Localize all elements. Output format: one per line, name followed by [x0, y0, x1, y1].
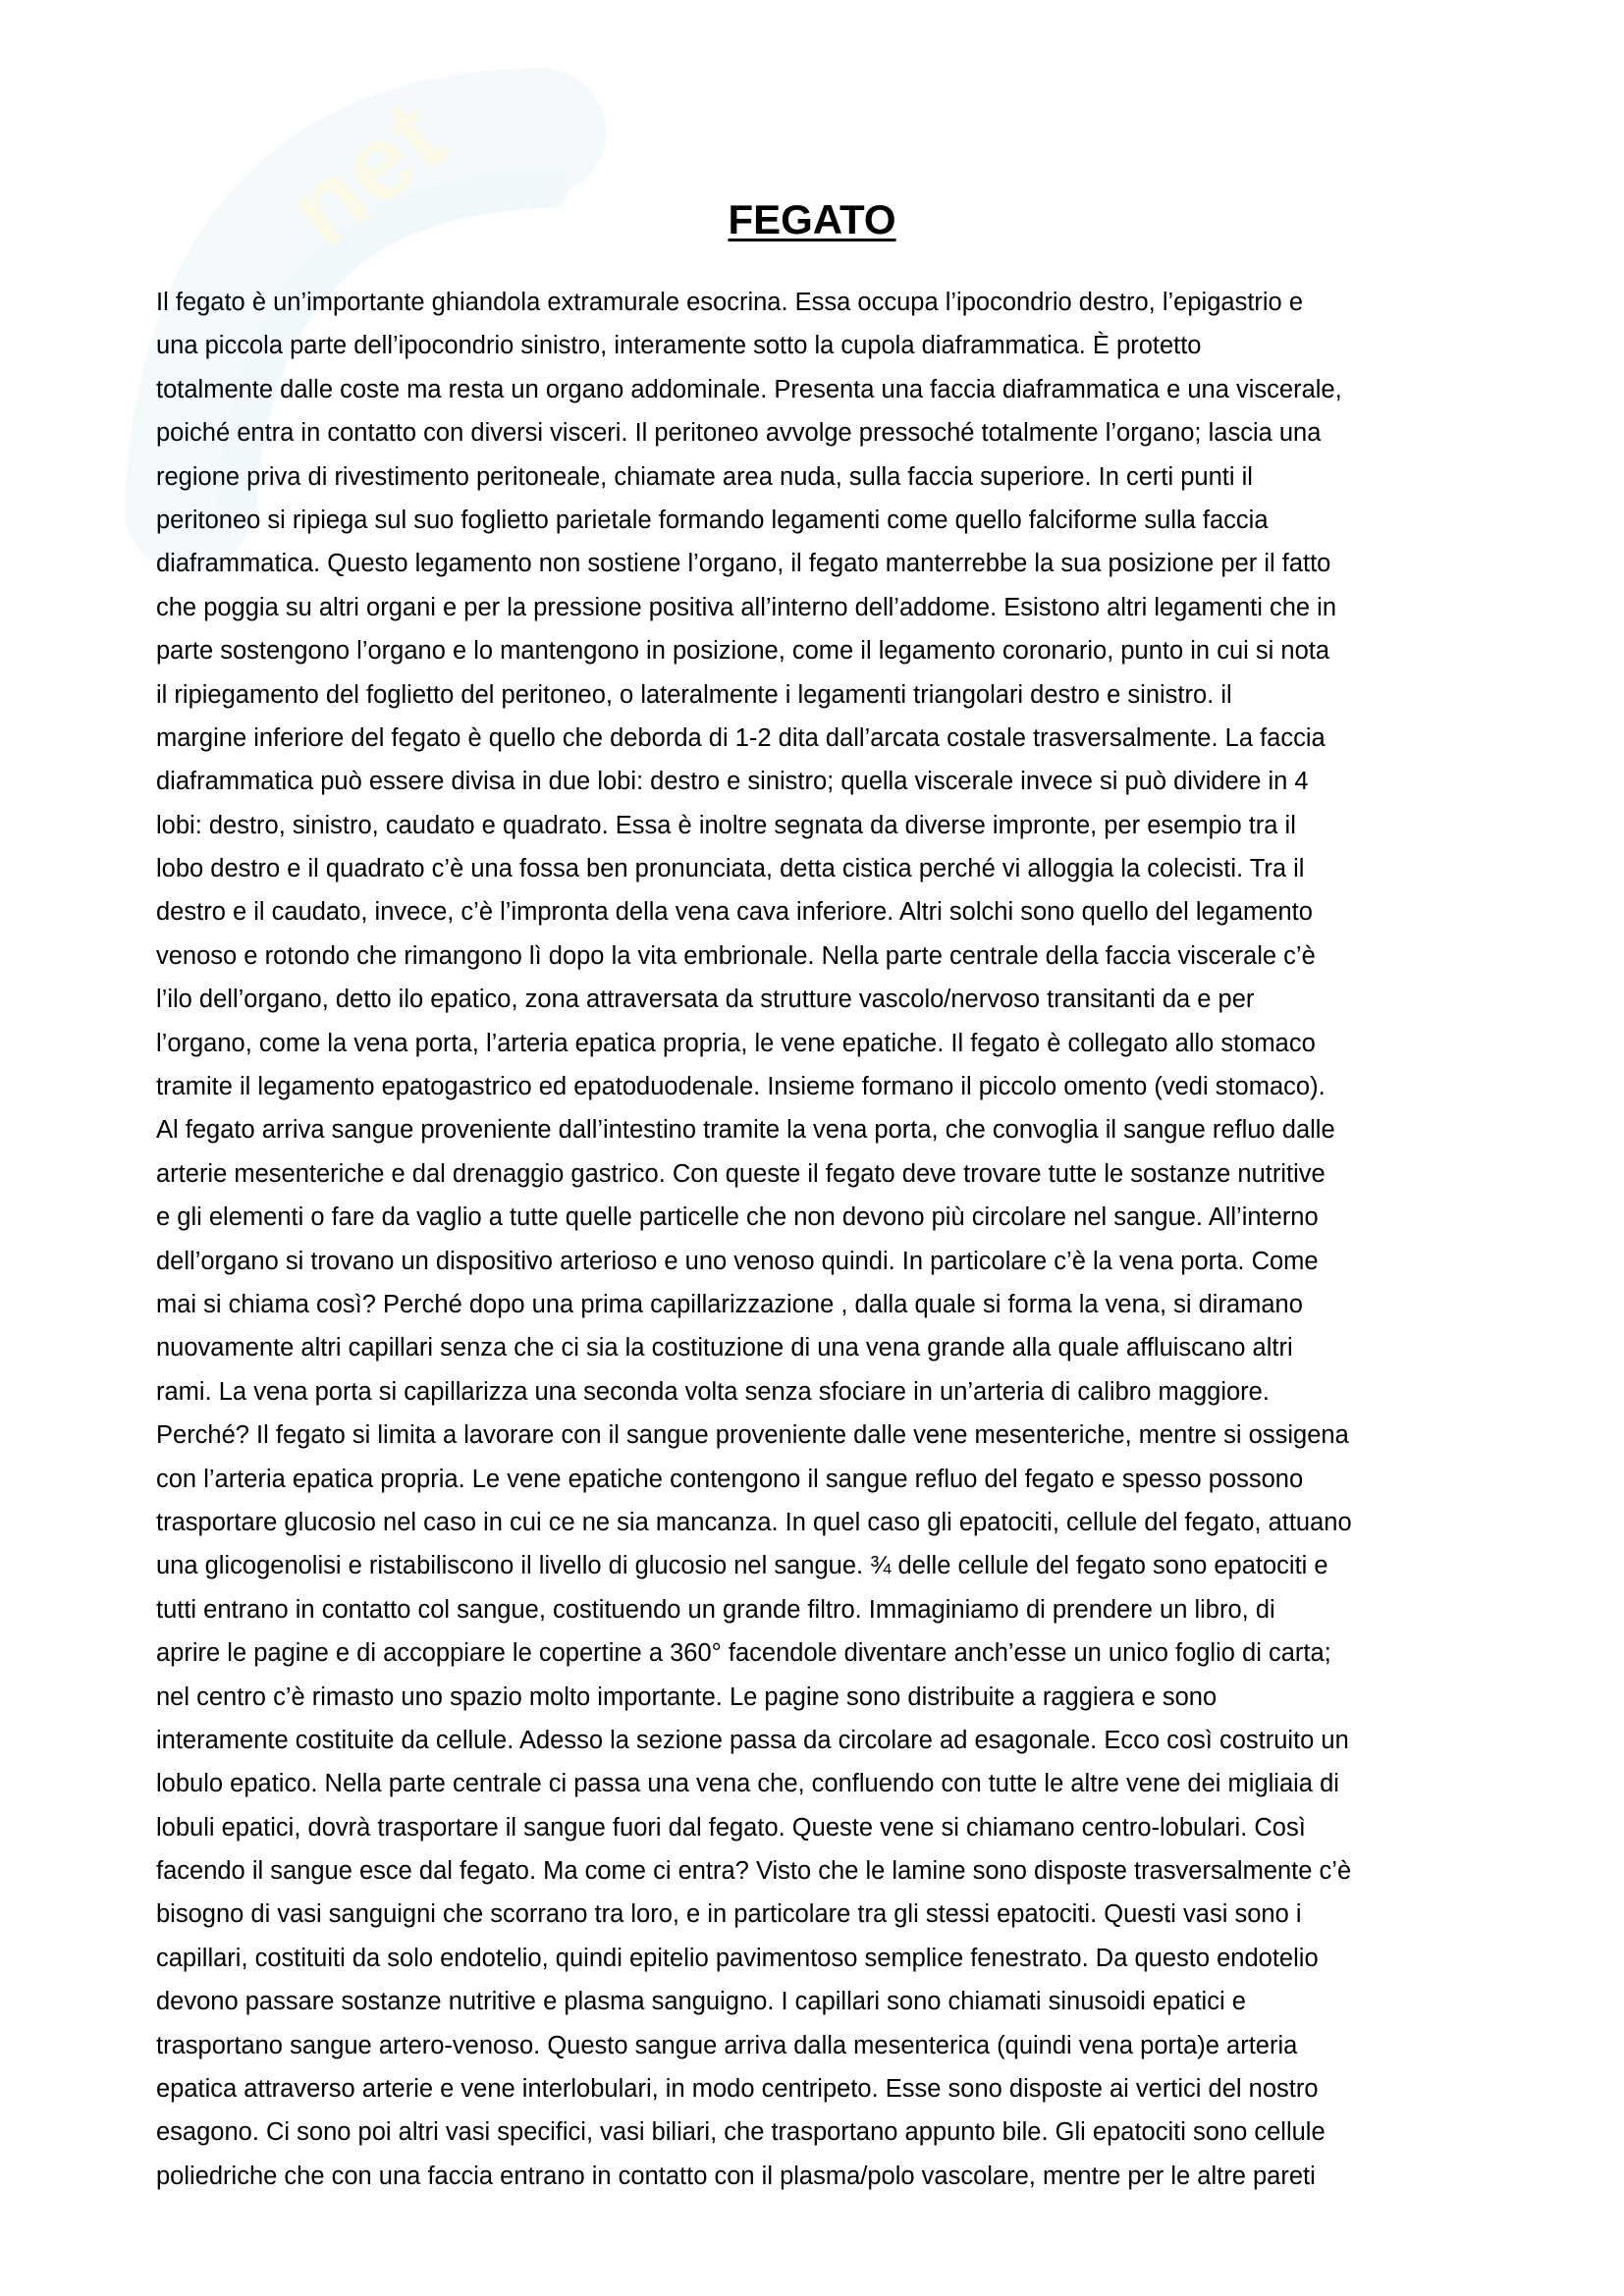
text-line: e gli elementi o fare da vaglio a tutte quelle particelle che non devono più circolare nel sangue. All’interno	[156, 1203, 1319, 1232]
text-line: lobuli epatici, dovrà trasportare il sangue fuori dal fegato. Queste vene si chiamano centro-lobulari. Così	[156, 1813, 1306, 1842]
text-line: Il fegato è un’importante ghiandola extramurale esocrina. Essa occupa l’ipocondrio destro, l’epigastrio e	[156, 289, 1304, 316]
text-line: tutti entrano in contatto col sangue, costituendo un grande filtro. Immaginiamo di prendere un libro, di	[156, 1595, 1275, 1624]
text-line: l’ilo dell’organo, detto ilo epatico, zona attraversata da strutture vascolo/nervoso transitanti da e per	[156, 986, 1255, 1014]
text-line: lobi: destro, sinistro, caudato e quadrato. Essa è inoltre segnata da diverse impronte, per esempio tra il	[156, 811, 1296, 839]
text-line: esagono. Ci sono poi altri vasi specifici, vasi biliari, che trasportano appunto bile. Gli epatociti sono cellule	[156, 2118, 1326, 2147]
text-line: tramite il legamento epatogastrico ed epatoduodenale. Insieme formano il piccolo omento (vedi stomaco).	[156, 1073, 1326, 1101]
text-line: diaframmatica può essere divisa in due lobi: destro e sinistro; quella viscerale invece si può dividere in 4	[156, 768, 1309, 796]
text-line: mai si chiama così? Perché dopo una prima capillarizzazione , dalla quale si forma la vena, si diramano	[156, 1290, 1303, 1318]
text-line: parte sostengono l’organo e lo mantengono in posizione, come il legamento coronario, punto in cui si nota	[156, 637, 1330, 666]
text-line: epatica attraverso arterie e vene interlobulari, in modo centripeto. Esse sono disposte ai vertici del nostro	[156, 2075, 1319, 2104]
text-line: una glicogenolisi e ristabiliscono il livello di glucosio nel sangue. ¾ delle cellule del fegato sono epatociti e	[156, 1552, 1328, 1580]
text-line: lobulo epatico. Nella parte centrale ci passa una vena che, confluendo con tutte le altre vene dei migliaia di	[156, 1770, 1339, 1798]
text-line: dell’organo si trovano un dispositivo arterioso e uno venoso quindi. In particolare c’è la vena porta. Come	[156, 1247, 1319, 1275]
title-text: FEGATO	[728, 196, 896, 242]
text-line: con l’arteria epatica propria. Le vene epatiche contengono il sangue refluo del fegato e spesso possono	[156, 1465, 1304, 1493]
text-line: poiché entra in contatto con diversi visceri. Il peritoneo avvolge pressoché totalmente l’organo; lascia una	[156, 419, 1322, 448]
page-title	[0, 194, 1624, 245]
text-line: regione priva di rivestimento peritoneale, chiamate area nuda, sulla faccia superiore. In certi punti il	[156, 462, 1253, 491]
text-line: Al fegato arriva sangue proveniente dall’intestino tramite la vena porta, che convoglia il sangue refluo dalle	[156, 1116, 1335, 1145]
text-line: poliedriche che con una faccia entrano in contatto con il plasma/polo vascolare, mentre per le altre pareti	[156, 2162, 1316, 2190]
text-line: nuovamente altri capillari senza che ci sia la costituzione di una vena grande alla quale affluiscano altri	[156, 1334, 1293, 1362]
text-line: devono passare sostanze nutritive e plasma sanguigno. I capillari sono chiamati sinusoidi epatici e	[156, 1988, 1246, 2016]
text-line: arterie mesenteriche e dal drenaggio gastrico. Con queste il fegato deve trovare tutte le sostanze nutritive	[156, 1159, 1326, 1188]
text-line: aprire le pagine e di accoppiare le copertine a 360° facendole diventare anch’esse un unico foglio di carta;	[156, 1639, 1331, 1668]
body-paragraph	[156, 281, 1472, 2198]
text-line: facendo il sangue esce dal fegato. Ma come ci entra? Visto che le lamine sono disposte trasversalmente c’è	[156, 1857, 1352, 1886]
text-line: destro e il caudato, invece, c’è l’impronta della vena cava inferiore. Altri solchi sono quello del legamento	[156, 898, 1313, 927]
text-line: l’organo, come la vena porta, l’arteria epatica propria, le vene epatiche. Il fegato è collegato allo stomaco	[156, 1029, 1316, 1057]
text-line: margine inferiore del fegato è quello che deborda di 1-2 dita dall’arcata costale trasversalmente. La faccia	[156, 723, 1326, 752]
text-line: rami. La vena porta si capillarizza una seconda volta senza sfociare in un’arteria di calibro maggiore.	[156, 1377, 1270, 1406]
text-line: il ripiegamento del foglietto del peritoneo, o lateralmente i legamenti triangolari destro e sinistro. il	[156, 680, 1232, 709]
text-line: bisogno di vasi sanguigni che scorrano tra loro, e in particolare tra gli stessi epatociti. Questi vasi sono i	[156, 1900, 1302, 1929]
text-line: peritoneo si ripiega sul suo foglietto parietale formando legamenti come quello falciforme sulla faccia	[156, 506, 1269, 534]
text-line: trasportare glucosio nel caso in cui ce ne sia mancanza. In quel caso gli epatociti, cellule del fegato, attuano	[156, 1508, 1352, 1536]
text-line: nel centro c’è rimasto uno spazio molto importante. Le pagine sono distribuite a raggiera e sono	[156, 1682, 1218, 1711]
text-line: totalmente dalle coste ma resta un organo addominale. Presenta una faccia diaframmatica e una viscerale,	[156, 375, 1342, 403]
text-line: trasportano sangue artero-venoso. Questo sangue arriva dalla mesenterica (quindi vena porta)e arteria	[156, 2031, 1298, 2059]
text-line: capillari, costituiti da solo endotelio, quindi epitelio pavimentoso semplice fenestrato. Da questo endotelio	[156, 1944, 1319, 1972]
watermark-text: net	[264, 76, 467, 271]
text-line: diaframmatica. Questo legamento non sostiene l’organo, il fegato manterrebbe la sua posizione per il fatto	[156, 550, 1331, 578]
text-line: venoso e rotondo che rimangono lì dopo la vita embrionale. Nella parte centrale della faccia viscerale c’è	[156, 941, 1316, 970]
text-line: che poggia su altri organi e per la pressione positiva all’interno dell’addome. Esistono altri legamenti che in	[156, 593, 1337, 621]
text-line: interamente costituite da cellule. Adesso la sezione passa da circolare ad esagonale. Ecco così costruito un	[156, 1726, 1349, 1754]
text-line: lobo destro e il quadrato c’è una fossa ben pronunciata, detta cistica perché vi alloggia la colecisti. Tra il	[156, 855, 1305, 883]
text-line: una piccola parte dell’ipocondrio sinistro, interamente sotto la cupola diaframmatica. È protetto	[156, 332, 1202, 360]
text-line: Perché? Il fegato si limita a lavorare con il sangue proveniente dalle vene mesenteriche, mentre si ossigena	[156, 1421, 1349, 1450]
